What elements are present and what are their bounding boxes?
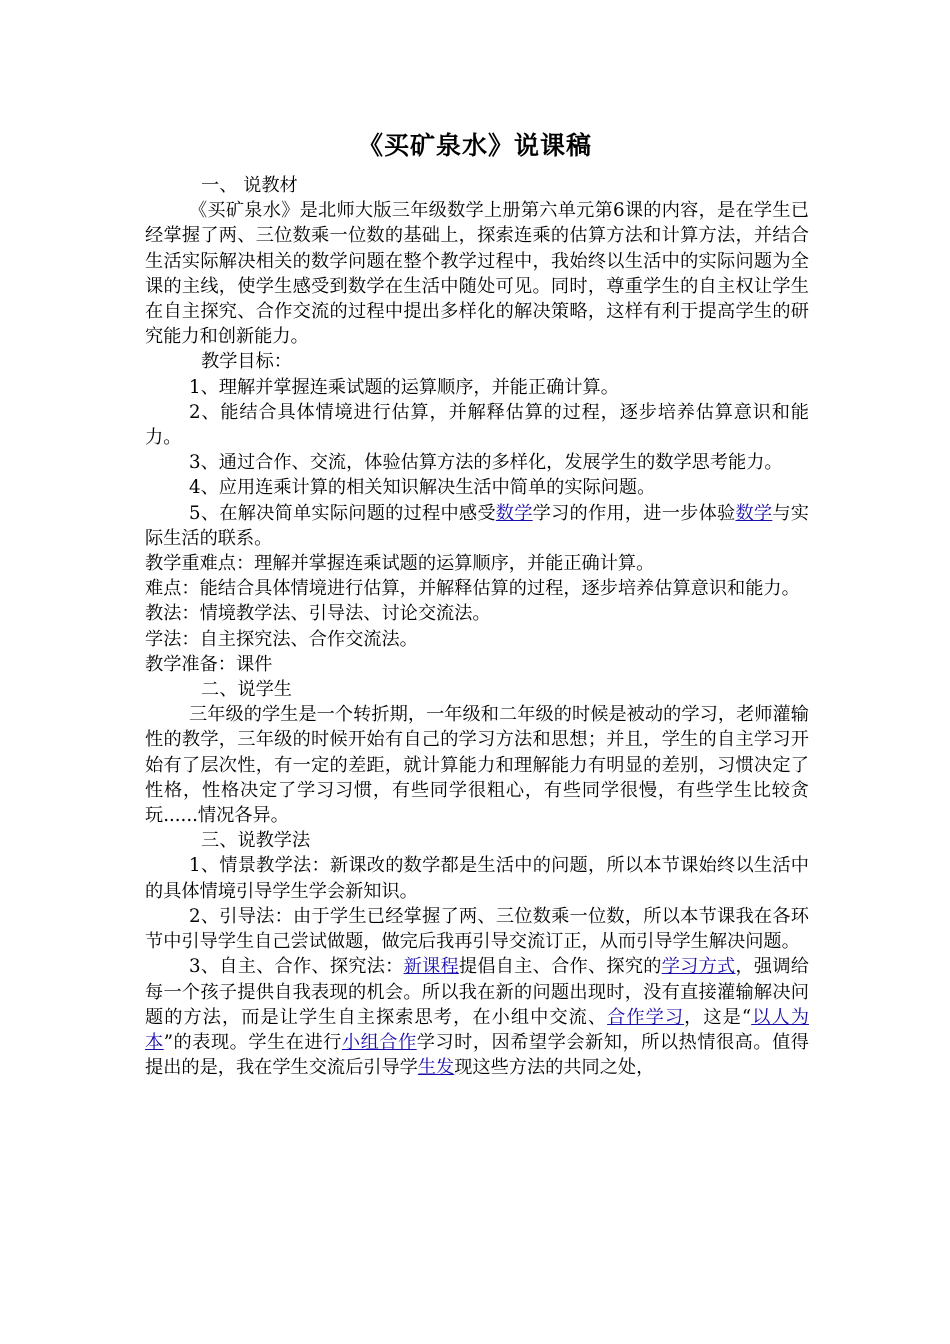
goal5-text-3: 与实际生活的联系。 — [145, 502, 809, 549]
goal-item-1: 1、理解并掌握连乘试题的运算顺序，并能正确计算。 — [189, 376, 619, 398]
m3-text-5: ”的表现。学生在进行 — [163, 1031, 342, 1053]
paragraph-students: 三年级的学生是一个转折期，一年级和二年级的时候是被动的学习，老师灌输性的教学，三年级的时候开始有自己的学习方法和思想；并且，学生的自主学习开始有了层次性，有一定的差距，就计算能力和理解能力有明显的差别，习惯决定了性格，性格决定了学习习惯，有些同学很粗心，有些同学很慢，有些学生比较贪玩......情况各异。 — [145, 704, 809, 827]
m3-text-1: 3、自主、合作、探究法： — [189, 956, 404, 978]
document-body — [145, 173, 809, 1080]
method-item-1: 1、情景教学法：新课改的数学都是生活中的问题，所以本节课始终以生活中的具体情境引导学生学会新知识。 — [145, 855, 809, 902]
link-new-curriculum[interactable]: 新课程 — [403, 956, 459, 978]
goal-item-5 — [145, 501, 809, 551]
m3-text-7: 现这些方法的共同之处， — [454, 1057, 655, 1079]
key-point-line: 教学重难点：理解并掌握连乘试题的运算顺序，并能正确计算。 — [145, 553, 655, 575]
method-item-3 — [145, 954, 809, 1080]
goal-item-4: 4、应用连乘计算的相关知识解决生活中简单的实际问题。 — [189, 477, 656, 499]
paragraph-teaching-material: 《买矿泉水》是北师大版三年级数学上册第六单元第6课的内容，是在学生已经掌握了两、三位数乘一位数的基础上，探索连乘的估算方法和计算方法，并结合生活实际解决相关的数学问题在整个教学过程中，我始终以生活中的实际问题为全课的主线，使学生感受到数学在生活中随处可见。同时，尊重学生的自主权让学生在自主探究、合作交流的过程中提出多样化的解决策略，这样有利于提高学生的研究能力和创新能力。 — [145, 200, 809, 348]
link-math-2[interactable]: 数学 — [735, 502, 773, 524]
link-learning-style[interactable]: 学习方式 — [661, 956, 736, 978]
link-math-1[interactable]: 数学 — [495, 502, 533, 524]
document-title: 《买矿泉水》说课稿 — [357, 131, 592, 160]
goal-item-2: 2、能结合具体情境进行估算，并解释估算的过程，逐步培养估算意识和能力。 — [145, 401, 809, 449]
m3-text-4: ，这是“ — [684, 1006, 752, 1028]
link-sheng-fa[interactable]: 生发 — [417, 1057, 455, 1079]
goal5-text-1: 5、在解决简单实际问题的过程中感受 — [189, 502, 496, 524]
preparation-line: 教学准备：课件 — [145, 653, 273, 675]
learning-method-line: 学法：自主探究法、合作交流法。 — [145, 628, 418, 650]
section-heading-methods: 三、说教学法 — [201, 830, 311, 852]
teaching-method-line: 教法：情境教学法、引导法、讨论交流法。 — [145, 603, 491, 625]
difficulty-line: 难点：能结合具体情境进行估算，并解释估算的过程，逐步培养估算意识和能力。 — [145, 578, 800, 600]
link-people-oriented[interactable]: 以人为本 — [145, 1006, 809, 1053]
m3-text-3: ，强调给每一个孩子提供自我表现的机会。所以我在新的问题出现时，没有直接灌输解决问题的方法，而是让学生自主探索思考，在小组中交流、 — [145, 956, 809, 1028]
link-cooperative-learning[interactable]: 合作学习 — [607, 1006, 685, 1028]
goal5-text-2: 学习的作用，进一步体验 — [532, 502, 736, 524]
section-heading-teaching-material: 一、 说教材 — [201, 175, 298, 196]
link-group-cooperation[interactable]: 小组合作 — [341, 1031, 417, 1053]
m3-text-2: 提倡自主、合作、探究的 — [458, 956, 662, 978]
section-heading-students: 二、说学生 — [201, 679, 292, 701]
m3-text-6: 学习时，因希望学会新知，所以热情很高。值得提出的是，我在学生交流后引导学 — [145, 1031, 809, 1079]
method-item-2: 2、引导法：由于学生已经掌握了两、三位数乘一位数，所以本节课我在各环节中引导学生自己尝试做题，做完后我再引导交流订正，从而引导学生解决问题。 — [145, 905, 809, 953]
goals-heading: 教学目标： — [201, 351, 292, 373]
goal-item-3: 3、通过合作、交流，体验估算方法的多样化，发展学生的数学思考能力。 — [189, 452, 783, 474]
